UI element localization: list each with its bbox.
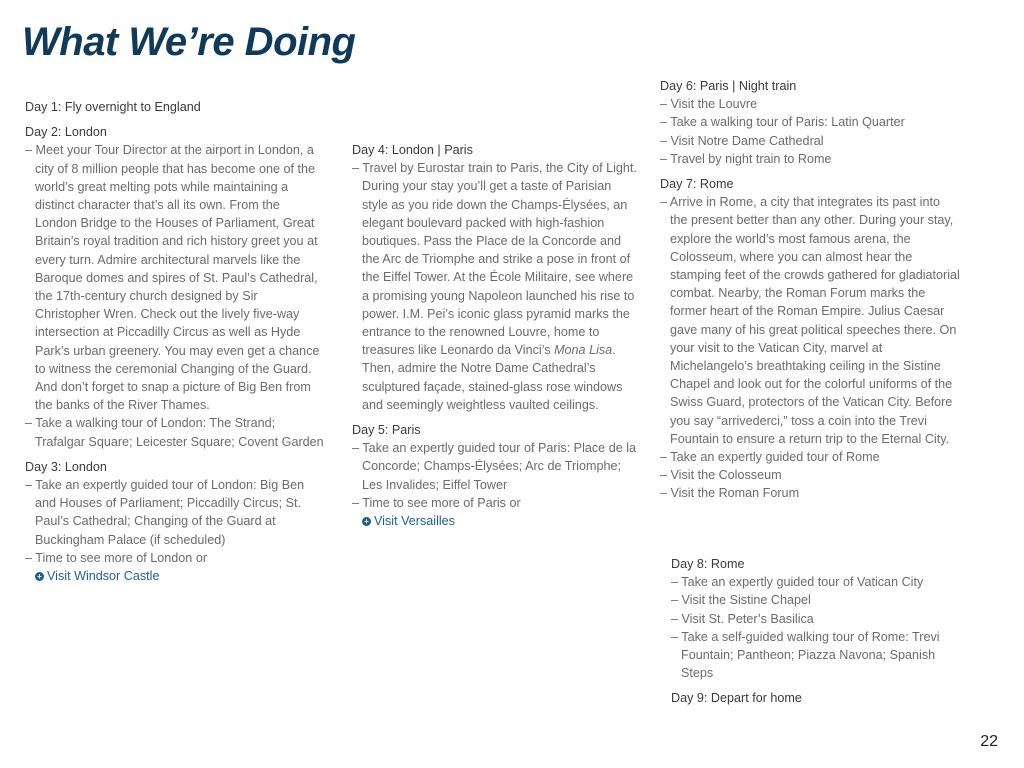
day4-title: Day 4: London | Paris bbox=[352, 143, 473, 157]
day4-text-emphasis: Mona Lisa bbox=[554, 343, 613, 358]
visit-windsor-castle-label: Visit Windsor Castle bbox=[47, 569, 160, 584]
day7-item: – Take an expertly guided tour of Rome bbox=[660, 450, 880, 465]
plus-circle-icon: + bbox=[35, 572, 44, 581]
day2-item-1: – Meet your Tour Director at the airport in London, a city of 8 million people that has become one of the world’s great melting pots while maintaining a distinct character that’s all its own. From the London Bridge to the Houses of Parliament, Great Britain’s royal tradition and rich history greet you at every turn. Admire architectural marvels like the Baroque domes and spires of St. Paul’s Cathedral, the 17th-century church designed by Sir Christopher Wren. Check out the lively five-way intersection at Piccadilly Circus as well as Hyde Park’s urban greenery. You may even get a chance to witness the ceremonial Changing of the Guard. And don’t forget to snap a picture of Big Ben from the banks of the River Thames. bbox=[25, 143, 320, 413]
page-number: 22 bbox=[980, 733, 998, 750]
day9-title: Day 9: Depart for home bbox=[671, 691, 802, 706]
slide-title: What We’re Doing bbox=[22, 20, 356, 64]
day4-text-part-1: – Travel by Eurostar train to Paris, the City of Light. During your stay you’ll get a taste of Parisian style as you ride down the Champs-Élysées, an elegant boulevard packed with high-fashion boutiques. Pass the Place de la Concorde and the Arc de Triomphe and strike a pose in front of the Eiffel Tower. At the École Militaire, see where a promising young Napoleon launched his rise to power. I.M. Pei’s iconic glass pyramid marks the entrance to the renowned Louvre, home to treasures like Leonardo da Vinci’s bbox=[352, 161, 637, 358]
day8-item: – Take an expertly guided tour of Vatican City bbox=[671, 575, 924, 590]
day2-title: Day 2: London bbox=[25, 125, 107, 140]
day7-title: Day 7: Rome bbox=[660, 177, 734, 192]
day5-title: Day 5: Paris bbox=[352, 423, 421, 438]
day3-title: Day 3: London bbox=[25, 459, 107, 474]
day2-item-2: – Take a walking tour of London: The Strand; Trafalgar Square; Leicester Square; Covent Garden bbox=[25, 416, 324, 449]
day1-title: Day 1: Fly overnight to England bbox=[25, 100, 201, 114]
itinerary-column-3 bbox=[660, 77, 960, 503]
plus-circle-icon: + bbox=[362, 517, 371, 526]
itinerary-column-1 bbox=[25, 98, 325, 585]
day6-item: – Travel by night train to Rome bbox=[660, 151, 832, 166]
day3-item-2: – Time to see more of London or bbox=[25, 550, 208, 565]
day6-title: Day 6: Paris | Night train bbox=[660, 79, 797, 93]
visit-windsor-castle-link[interactable] bbox=[35, 567, 325, 585]
day4-text-part-2: . Then, admire the Notre Dame Cathedral’s sculptured façade, stained-glass rose windows and seemingly weightless vaulted ceilings. bbox=[362, 343, 623, 412]
day8-item: – Visit the Sistine Chapel bbox=[671, 593, 811, 608]
day6-item: – Visit Notre Dame Cathedral bbox=[660, 133, 824, 148]
day6-item: – Take a walking tour of Paris: Latin Quarter bbox=[660, 115, 905, 130]
day8-item: – Visit St. Peter’s Basilica bbox=[671, 611, 814, 626]
day5-item-2: – Time to see more of Paris or bbox=[352, 495, 521, 510]
day8-title: Day 8: Rome bbox=[671, 557, 745, 571]
day3-item-1: – Take an expertly guided tour of London: Big Ben and Houses of Parliament; Piccadilly Circus; St. Paul’s Cathedral; Changing of the Guard at Buckingham Palace (if scheduled) bbox=[25, 478, 305, 547]
day8-item: – Take a self-guided walking tour of Rome: Trevi Fountain; Pantheon; Piazza Navona; Spanish Steps bbox=[671, 629, 940, 681]
day6-item: – Visit the Louvre bbox=[660, 97, 758, 112]
day5-item-1: – Take an expertly guided tour of Paris: Place de la Concorde; Champs-Élysées; Arc de Triomphe; Les Invalides; Eiffel Tower bbox=[352, 441, 636, 492]
itinerary-column-2 bbox=[352, 141, 637, 530]
day7-item: – Visit the Roman Forum bbox=[660, 486, 800, 501]
day7-item-1: – Arrive in Rome, a city that integrates its past into the present better than any other. During your stay, explore the world’s most famous arena, the Colosseum, where you can almost hear the stamping feet of the crowds gathered for gladiatorial combat. Nearby, the Roman Forum marks the former heart of the Roman Empire. Julius Caesar gave many of his great political speeches there. On your visit to the Vatican City, marvel at Michelangelo’s breathtaking ceiling in the Sistine Chapel and look out for the colorful uniforms of the Swiss Guard, protectors of the Vatican City. Before you say “arrivederci,” toss a coin into the Trevi Fountain to ensure a return trip to the Eternal City. bbox=[660, 195, 960, 446]
day7-item: – Visit the Colosseum bbox=[660, 468, 782, 483]
visit-versailles-link[interactable] bbox=[362, 512, 637, 530]
itinerary-column-4 bbox=[671, 555, 961, 708]
visit-versailles-label: Visit Versailles bbox=[374, 514, 455, 529]
day4-item-1 bbox=[352, 159, 637, 414]
